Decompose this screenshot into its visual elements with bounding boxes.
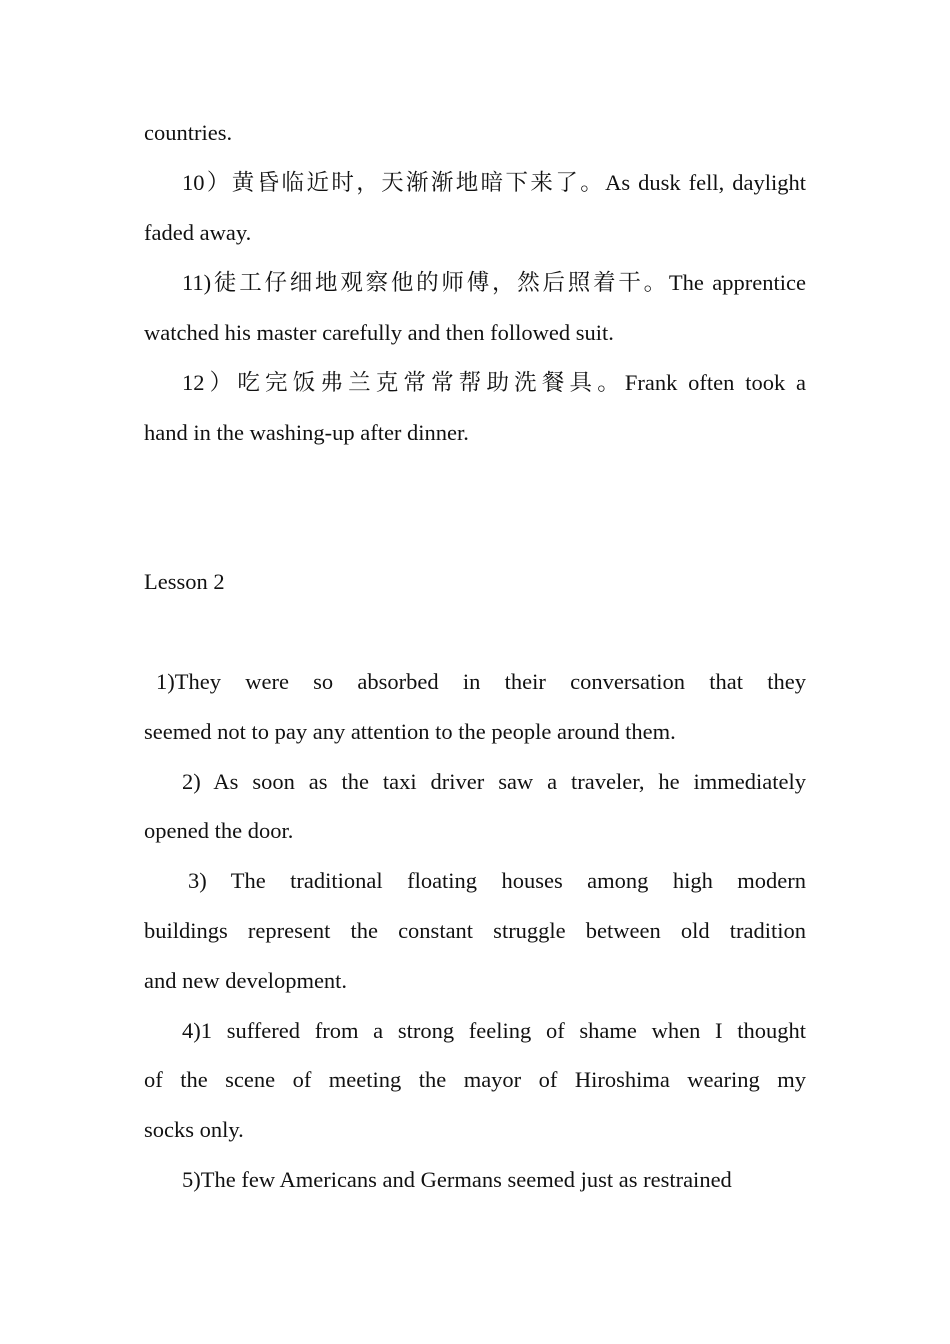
lesson2-item-4-line3: socks only. (144, 1117, 244, 1142)
lesson-heading: Lesson 2 (144, 569, 225, 594)
lesson1-item-10-line1: 10）黄昏临近时，天渐渐地暗下来了。As dusk fell, daylight (182, 170, 806, 195)
lesson2-item-5-line1: 5)The few Americans and Germans seemed just as restrained (182, 1167, 732, 1192)
lesson1-item-10-line2: faded away. (144, 220, 252, 245)
lesson2-item-2-line1: 2) As soon as the taxi driver saw a traveler, he immediately (182, 769, 806, 794)
lesson2-item-2-line2: opened the door. (144, 818, 294, 843)
lesson1-item-11-line1: 11)徒工仔细地观察他的师傅，然后照着干。The apprentice (182, 270, 806, 295)
lesson2-item-4-line1: 4)1 suffered from a strong feeling of shame when I thought (182, 1018, 806, 1043)
lesson2-item-3-line3: and new development. (144, 968, 348, 993)
lesson1-item-12-line2: hand in the washing-up after dinner. (144, 420, 469, 445)
lesson2-item-4-line2: of the scene of meeting the mayor of Hiroshima wearing my (144, 1067, 806, 1092)
lesson2-item-1-line2: seemed not to pay any attention to the people around them. (144, 719, 676, 744)
lesson2-item-3-line1: 3) The traditional floating houses among high modern (188, 868, 806, 893)
lesson1-item-11-line2: watched his master carefully and then followed suit. (144, 320, 614, 345)
lesson1-item-12-line1: 12）吃完饭弗兰克常常帮助洗餐具。Frank often took a (182, 370, 806, 395)
continuation-text: countries. (144, 120, 233, 145)
lesson2-item-3-line2: buildings represent the constant struggle between old tradition (144, 918, 806, 943)
lesson2-item-1-line1: 1)They were so absorbed in their conversation that they (156, 669, 806, 694)
